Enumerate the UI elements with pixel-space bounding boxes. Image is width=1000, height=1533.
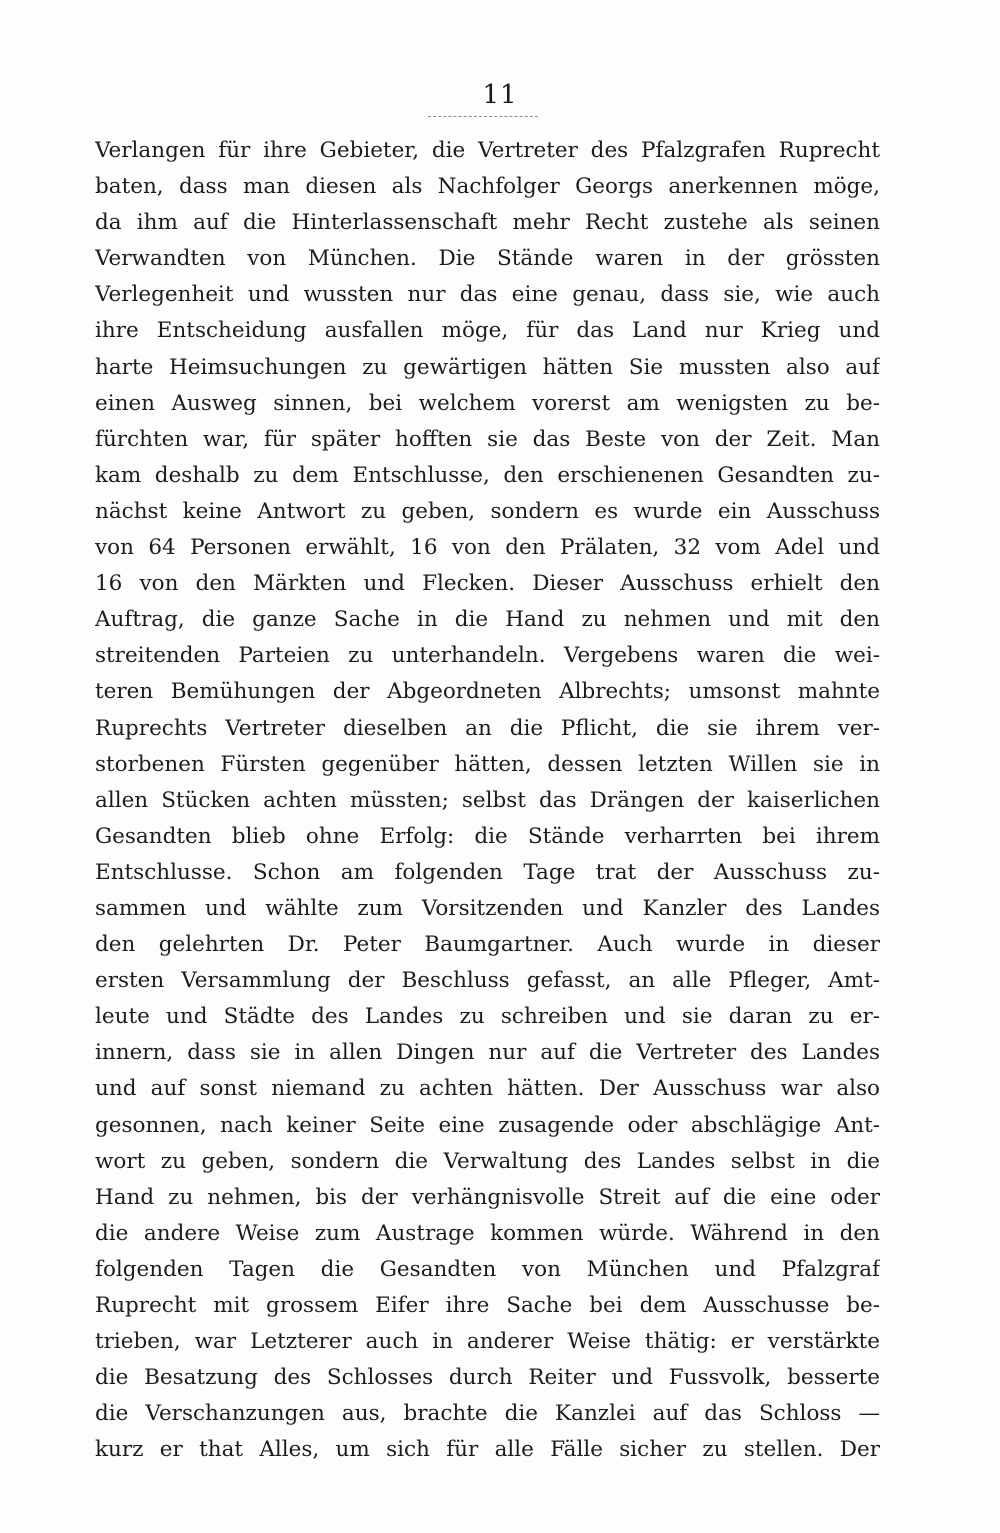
text-line: ihre Entscheidung ausfallen möge, für das Land nur Krieg und [95, 318, 880, 344]
text-line: sammen und wählte zum Vorsitzenden und Kanzler des Landes [95, 895, 880, 921]
text-line: Gesandten blieb ohne Erfolg: die Stände verharrten bei ihrem [95, 823, 880, 849]
text-line: einen Ausweg sinnen, bei welchem vorerst am wenigsten zu be- [95, 390, 880, 416]
text-line: von 64 Personen erwählt, 16 von den Prälaten, 32 vom Adel und [95, 535, 880, 561]
text-line: folgenden Tagen die Gesandten von München und Pfalzgraf [95, 1256, 880, 1282]
text-line: Hand zu nehmen, bis der verhängnisvolle Streit auf die eine oder [95, 1184, 880, 1210]
text-line: Entschlusse. Schon am folgenden Tage trat der Ausschuss zu- [95, 859, 880, 885]
text-line: kam deshalb zu dem Entschlusse, den erschienenen Gesandten zu- [95, 462, 880, 488]
text-line: trieben, war Letzterer auch in anderer Weise thätig: er verstärkte [95, 1329, 880, 1355]
text-line: ersten Versammlung der Beschluss gefasst, an alle Pfleger, Amt- [95, 968, 880, 994]
text-line: streitenden Parteien zu unterhandeln. Vergebens waren die wei- [95, 643, 880, 669]
text-line: 16 von den Märkten und Flecken. Dieser Ausschuss erhielt den [95, 571, 880, 597]
text-line: innern, dass sie in allen Dingen nur auf die Vertreter des Landes [95, 1040, 880, 1066]
text-line: baten, dass man diesen als Nachfolger Georgs anerkennen möge, [95, 174, 880, 200]
header-rule [428, 116, 538, 117]
text-line: kurz er that Alles, um sich für alle Fälle sicher zu stellen. Der [95, 1437, 880, 1463]
text-line: harte Heimsuchungen zu gewärtigen hätten Sie mussten also auf [95, 354, 880, 380]
text-line: da ihm auf die Hinterlassenschaft mehr Recht zustehe als seinen [95, 210, 880, 236]
page-number: 11 [482, 80, 518, 110]
text-line: Ruprechts Vertreter dieselben an die Pflicht, die sie ihrem ver- [95, 715, 880, 741]
text-line: teren Bemühungen der Abgeordneten Albrechts; umsonst mahnte [95, 679, 880, 705]
text-line: den gelehrten Dr. Peter Baumgartner. Auch wurde in dieser [95, 932, 880, 958]
text-line: die Verschanzungen aus, brachte die Kanzlei auf das Schloss — [95, 1401, 880, 1427]
text-line: wort zu geben, sondern die Verwaltung des Landes selbst in die [95, 1148, 880, 1174]
text-line: Verwandten von München. Die Stände waren in der grössten [95, 246, 880, 272]
text-line: leute und Städte des Landes zu schreiben und sie daran zu er- [95, 1004, 880, 1030]
text-line: Ruprecht mit grossem Eifer ihre Sache bei dem Ausschusse be- [95, 1293, 880, 1318]
text-line: fürchten war, für später hofften sie das Beste von der Zeit. Man [95, 426, 880, 452]
text-line: die andere Weise zum Austrage kommen würde. Während in den [95, 1220, 880, 1246]
text-line: storbenen Fürsten gegenüber hätten, dessen letzten Willen sie in [95, 751, 880, 777]
text-line: nächst keine Antwort zu geben, sondern es wurde ein Ausschuss [95, 498, 880, 524]
body-text [95, 133, 880, 1468]
text-line: Verlangen für ihre Gebieter, die Vertreter des Pfalzgrafen Ruprecht [95, 138, 880, 163]
text-line: allen Stücken achten müssten; selbst das Drängen der kaiserlichen [95, 787, 880, 813]
text-line: Auftrag, die ganze Sache in die Hand zu nehmen und mit den [95, 607, 880, 633]
text-line: Verlegenheit und wussten nur das eine genau, dass sie, wie auch [95, 282, 880, 308]
text-line: gesonnen, nach keiner Seite eine zusagende oder abschlägige Ant- [95, 1112, 880, 1138]
text-line: die Besatzung des Schlosses durch Reiter und Fussvolk, besserte [95, 1365, 880, 1391]
text-line: und auf sonst niemand zu achten hätten. Der Ausschuss war also [95, 1076, 880, 1102]
